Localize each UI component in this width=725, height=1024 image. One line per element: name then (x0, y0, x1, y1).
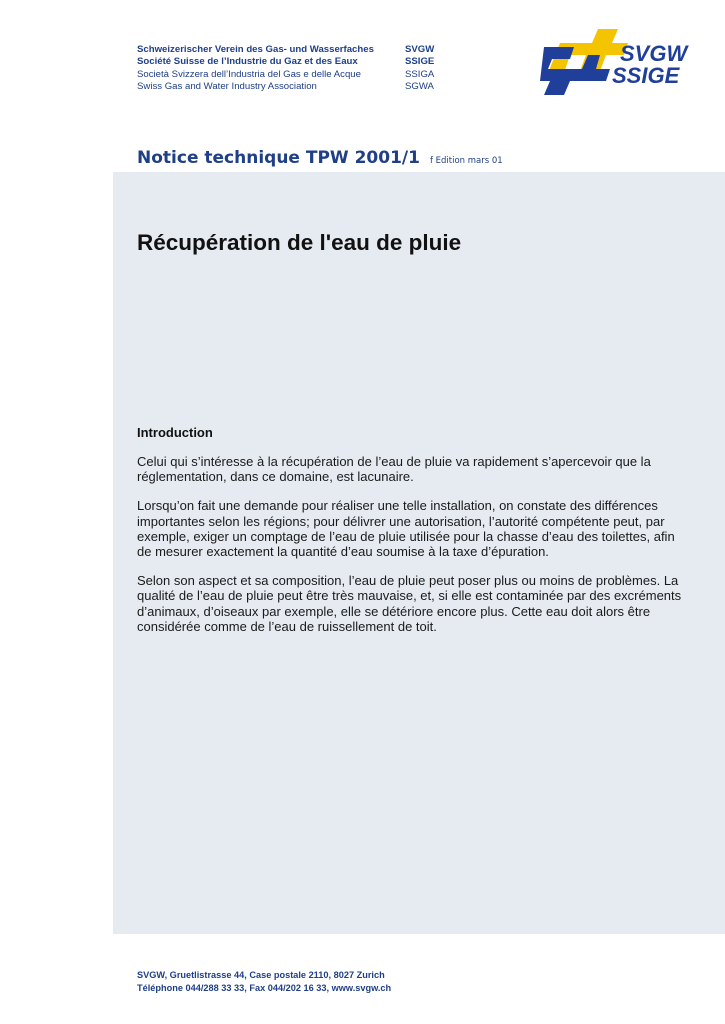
introduction-body (137, 454, 682, 648)
footer-contact: Téléphone 044/288 33 33, Fax 044/202 16 33, www.svgw.ch (137, 982, 392, 993)
notice-heading (137, 148, 503, 168)
page-title: Récupération de l'eau de pluie (137, 230, 462, 255)
paragraph: Celui qui s’intéresse à la récupération de l’eau de pluie va rapidement s’apercevoir que la réglementation, dans ce domaine, est lacunaire. (137, 454, 651, 485)
org-row-french (137, 56, 457, 68)
paragraph: Lorsqu’on fait une demande pour réaliser une telle installation, on constate des différences importantes selon les régions; pour délivrer une autorisation, l’autorité compétente peut, par exemple, exiger un comptage de l’eau de pluie utilisée pour la chasse d’eau des toilettes, afin de mesurer exactement la quantité d’eau soumise à la taxe d’épuration. (137, 498, 675, 560)
org-code: SVGW (405, 44, 435, 55)
org-row-english (137, 81, 457, 93)
footer (137, 969, 391, 994)
notice-edition: f Edition mars 01 (429, 156, 503, 166)
paragraph: Selon son aspect et sa composition, l’eau de pluie peut poser plus ou moins de problèmes. La qualité de l’eau de pluie peut être très mauvaise, et, si elle est contaminée par des excréments d’animaux, d’oiseaux par exemple, elle se détériore encore plus. Cette eau doit alors être considérée comme de l’eau de ruissellement de toit. (137, 573, 682, 634)
header-organizations (137, 44, 457, 94)
svgw-logo (540, 25, 690, 95)
org-code: SSIGE (405, 56, 435, 68)
section-heading-introduction: Introduction (137, 425, 213, 440)
org-row-german (137, 44, 457, 56)
notice-title: Notice technique TPW 2001/1 (137, 148, 420, 168)
org-code: SSIGA (405, 68, 435, 80)
logo-text-line2: SSIGE (612, 63, 680, 88)
logo-text-line1: SVGW (620, 41, 688, 66)
org-name: Società Svizzera dell’Industria del Gas e delle Acque (137, 68, 361, 80)
org-row-italian (137, 69, 457, 81)
org-code: SGWA (405, 81, 434, 93)
footer-address: SVGW, Gruetlistrasse 44, Case postale 2110, 8027 Zurich (137, 970, 385, 980)
org-name: Société Suisse de l’Industrie du Gaz et des Eaux (137, 56, 358, 68)
org-name: Schweizerischer Verein des Gas- und Wasserfaches (137, 44, 374, 55)
org-name: Swiss Gas and Water Industry Association (137, 81, 317, 93)
svgw-logo-mark (540, 25, 690, 95)
